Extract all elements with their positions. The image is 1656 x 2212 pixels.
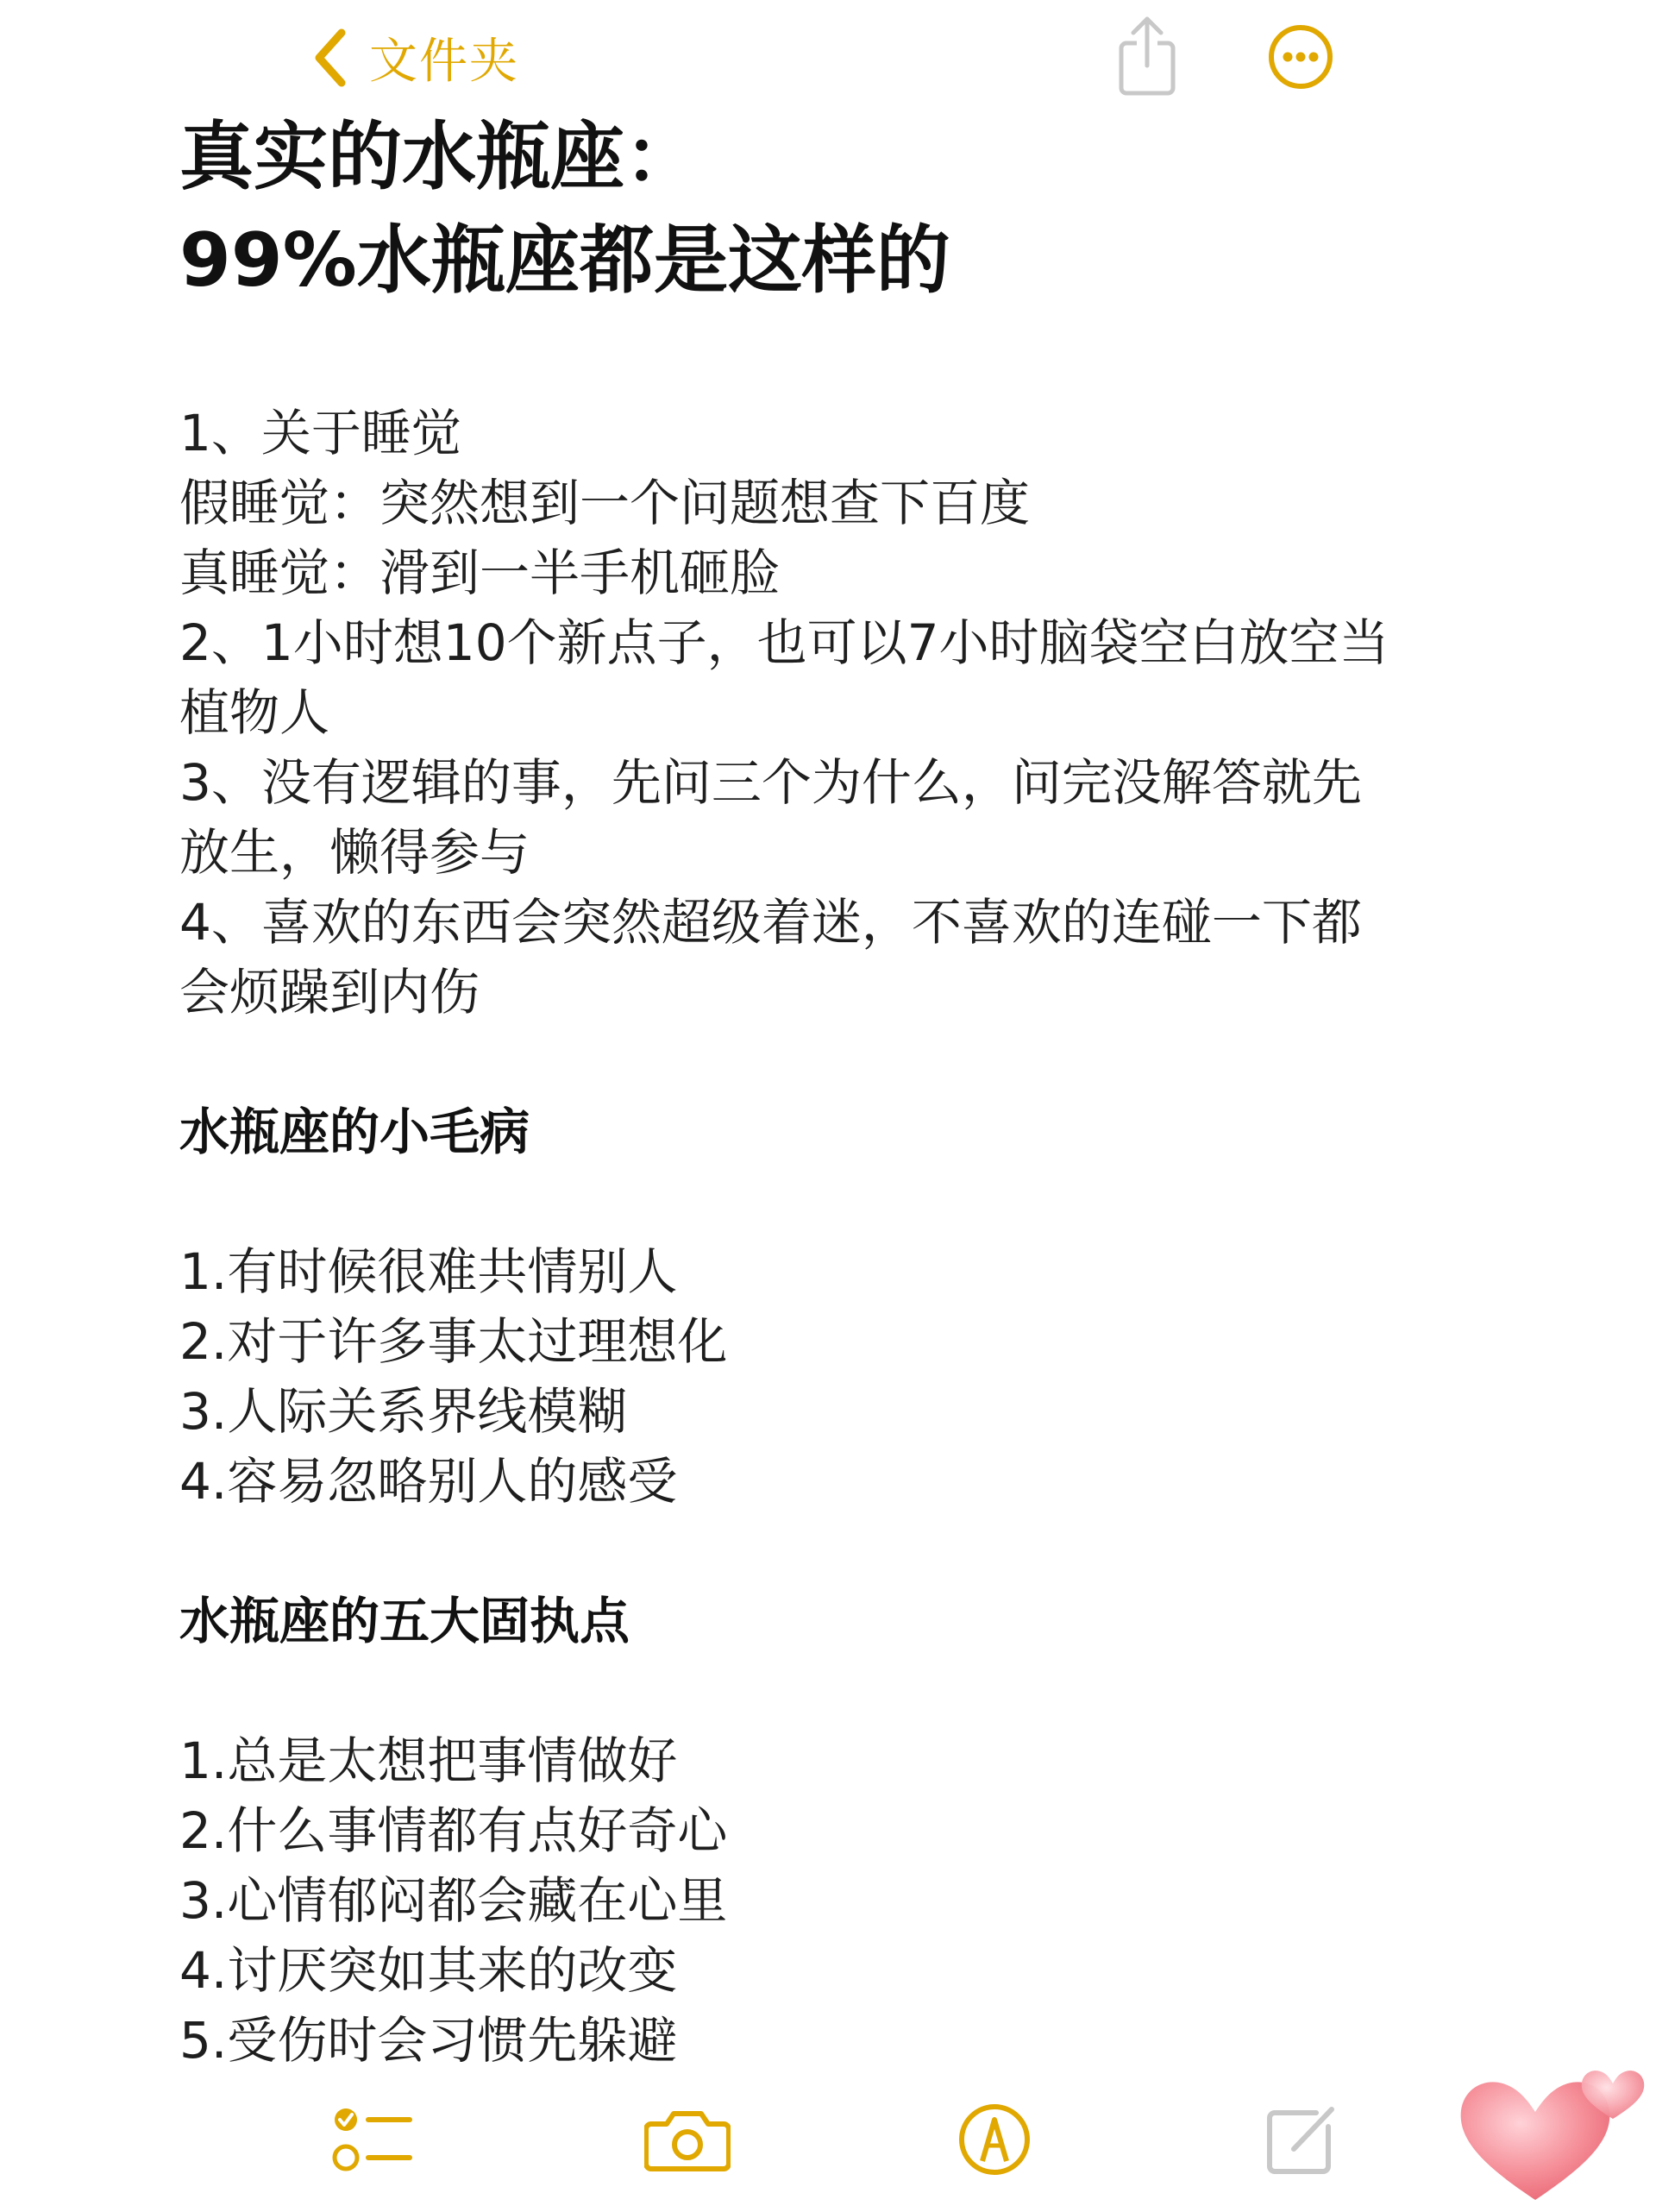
list-item: 5.受伤时会习惯先躲避	[179, 2011, 678, 2070]
checklist-button[interactable]	[326, 2088, 421, 2191]
note-content	[179, 399, 1490, 2076]
hearts-decoration	[1449, 2036, 1656, 2209]
note-title	[179, 105, 1490, 312]
note-line: 放生，懒得参与	[179, 823, 530, 882]
bottom-toolbar	[0, 2088, 1656, 2191]
note-body[interactable]	[179, 105, 1490, 2076]
chevron-left-icon	[304, 19, 355, 97]
list-item: 3.心情郁闷都会藏在心里	[179, 1871, 728, 1930]
list-item: 4.容易忽略别人的感受	[179, 1452, 678, 1511]
note-line: 4、喜欢的东西会突然超级着迷，不喜欢的连碰一下都	[179, 893, 1362, 952]
more-button[interactable]	[1266, 22, 1335, 91]
markup-pen-icon	[956, 2101, 1033, 2178]
share-button[interactable]	[1113, 12, 1182, 98]
blank-line	[179, 1517, 1490, 1587]
back-button-label: 文件夹	[369, 34, 519, 90]
back-button[interactable]	[304, 19, 519, 97]
list-item: 3.人际关系界线模糊	[179, 1382, 628, 1441]
note-line: 真睡觉：滑到一半手机砸脸	[179, 544, 781, 602]
share-icon	[1113, 12, 1182, 98]
blank-line	[179, 1167, 1490, 1237]
markup-button[interactable]	[947, 2088, 1042, 2191]
camera-icon	[644, 2105, 731, 2174]
note-line: 1、关于睡觉	[179, 404, 461, 462]
list-item: 1.有时候很难共情别人	[179, 1242, 678, 1301]
camera-button[interactable]	[640, 2088, 735, 2191]
note-line: 会烦躁到内伤	[179, 963, 480, 1021]
more-icon	[1266, 22, 1335, 91]
note-line: 植物人	[179, 683, 330, 742]
list-item: 2.什么事情都有点好奇心	[179, 1801, 728, 1860]
list-item: 2.对于许多事太过理想化	[179, 1312, 728, 1371]
note-line: 2、1小时想10个新点子，也可以7小时脑袋空白放空当	[179, 613, 1389, 672]
list-item: 4.讨厌突如其来的改变	[179, 1941, 678, 2000]
section-heading-stubborn-points: 水瓶座的五大固执点	[179, 1592, 630, 1650]
note-title-line-1: 真实的水瓶座：	[179, 114, 699, 200]
list-item: 1.总是太想把事情做好	[179, 1731, 678, 1790]
note-title-line-2: 99%水瓶座都是这样的	[179, 217, 950, 304]
note-line: 3、没有逻辑的事，先问三个为什么，问完没解答就先	[179, 753, 1362, 812]
blank-line	[179, 1656, 1490, 1726]
note-line: 假睡觉：突然想到一个问题想查下百度	[179, 474, 1031, 532]
section-heading-flaws: 水瓶座的小毛病	[179, 1103, 530, 1161]
top-navigation-bar	[0, 0, 1656, 121]
compose-icon	[1263, 2101, 1340, 2178]
compose-button[interactable]	[1254, 2088, 1349, 2191]
checklist-icon	[330, 2101, 417, 2178]
blank-line	[179, 1027, 1490, 1097]
